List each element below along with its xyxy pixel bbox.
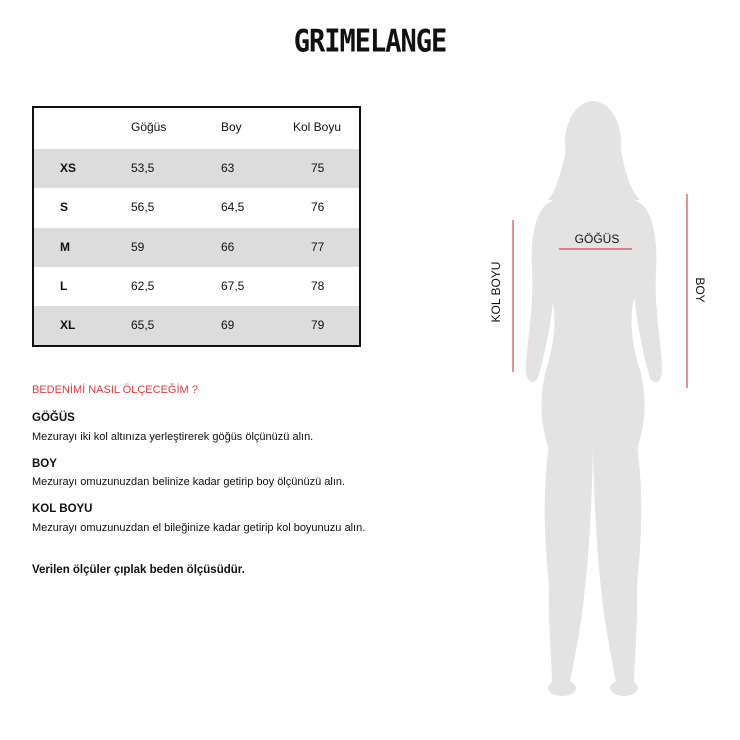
kol-boyu-value: 75	[311, 161, 325, 175]
kol-boyu-value: 79	[311, 318, 325, 332]
measurement-note: Verilen ölçüler çıplak beden ölçüsüdür.	[32, 564, 245, 576]
guide-text-gogus: Mezurayı iki kol altınıza yerleştirerek göğüs ölçünüzü alın.	[32, 431, 314, 443]
guide-heading-kol-boyu: KOL BOYU	[32, 503, 93, 515]
guide-heading-gogus: GÖĞÜS	[32, 412, 75, 424]
gogus-value: 56,5	[131, 200, 155, 214]
guide-text-boy: Mezurayı omuzunuzdan belinize kadar getirip boy ölçünüzü alın.	[32, 476, 346, 488]
table-row	[34, 228, 359, 267]
sleeve-label: KOL BOYU	[489, 261, 503, 323]
boy-value: 69	[221, 318, 235, 332]
table-header-row	[34, 108, 359, 147]
table-row	[34, 149, 359, 188]
guide-heading-boy: BOY	[32, 458, 57, 470]
column-header-kol-boyu: Kol Boyu	[293, 120, 342, 134]
size-table	[32, 106, 361, 347]
length-label: BOY	[693, 277, 707, 303]
size-label: XS	[60, 161, 77, 175]
table-row	[34, 267, 359, 306]
column-header-boy: Boy	[221, 120, 242, 134]
female-silhouette-icon	[480, 95, 720, 735]
size-label: S	[60, 200, 69, 214]
brand-logo: GRIMELANGE	[293, 23, 447, 60]
kol-boyu-value: 78	[311, 279, 325, 293]
size-label: M	[60, 240, 70, 254]
measure-guide-title: BEDENİMİ NASIL ÖLÇECEĞİM ?	[32, 384, 198, 396]
table-row	[34, 306, 359, 345]
kol-boyu-value: 77	[311, 240, 325, 254]
boy-value: 67,5	[221, 279, 245, 293]
guide-text-kol-boyu: Mezurayı omuzunuzdan el bileğinize kadar getirip kol boyunuzu alın.	[32, 522, 366, 534]
size-label: L	[60, 279, 68, 293]
size-label: XL	[60, 318, 76, 332]
kol-boyu-value: 76	[311, 200, 325, 214]
boy-value: 63	[221, 161, 235, 175]
gogus-value: 62,5	[131, 279, 155, 293]
boy-value: 64,5	[221, 200, 245, 214]
gogus-value: 65,5	[131, 318, 155, 332]
chest-label: GÖĞÜS	[574, 232, 620, 246]
gogus-value: 59	[131, 240, 145, 254]
table-row	[34, 188, 359, 227]
column-header-gogus: Göğüs	[131, 120, 167, 134]
boy-value: 66	[221, 240, 235, 254]
gogus-value: 53,5	[131, 161, 155, 175]
